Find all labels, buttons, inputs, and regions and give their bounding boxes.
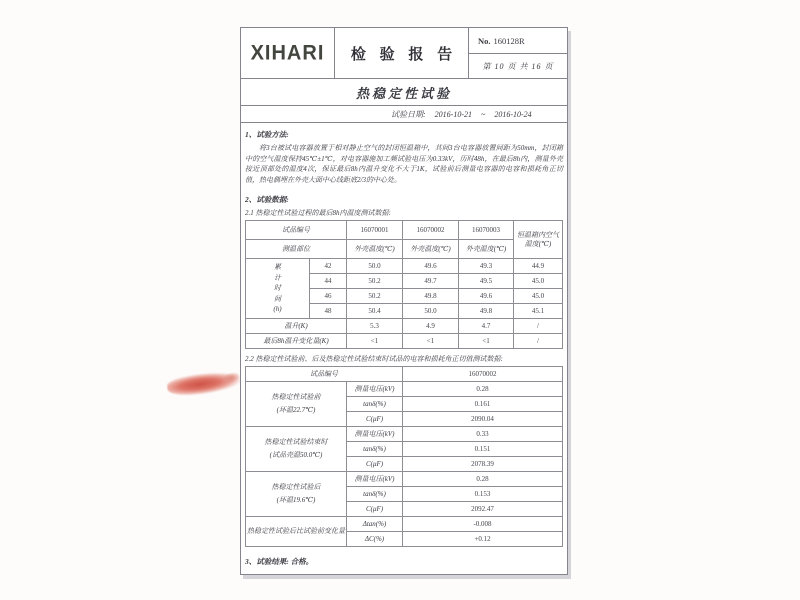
t1-sample-label: 试品编号 xyxy=(246,221,347,240)
t1-last-change: / xyxy=(514,334,563,349)
doc-title-row xyxy=(241,79,567,106)
table-2-2-caption: 2.2 热稳定性试验前、后及热稳定性试验结束时试品的电容和损耗角正切值测试数据: xyxy=(245,355,503,363)
t1-value: 50.0 xyxy=(403,304,459,319)
test-date-row xyxy=(241,106,567,123)
t1-rise: 4.7 xyxy=(459,319,514,334)
t1-value: 49.3 xyxy=(459,259,514,274)
t2-param: tanδ(%) xyxy=(347,487,403,502)
t1-time-label: 累计时间(h) xyxy=(246,259,310,319)
page-indicator-text: 第 10 页 共 16 页 xyxy=(482,61,554,71)
t2-param: Δtan(%) xyxy=(347,517,403,532)
t2-value: -0.008 xyxy=(403,517,563,532)
t1-sample-2: 16070002 xyxy=(403,221,459,240)
t2-value: 0.151 xyxy=(403,442,563,457)
t1-rise-label: 温升(K) xyxy=(246,319,347,334)
t1-part-label: 测温部位 xyxy=(246,240,347,259)
section-1-heading: 1、试验方法: xyxy=(245,130,289,139)
page-indicator xyxy=(469,54,567,78)
t2-value: 0.161 xyxy=(403,397,563,412)
t1-value: 49.6 xyxy=(459,289,514,304)
test-date-to: 2016-10-24 xyxy=(494,109,532,119)
temperature-table xyxy=(245,220,563,349)
t2-param: tanδ(%) xyxy=(347,442,403,457)
table-row xyxy=(246,472,563,487)
doc-title: 热稳定性试验 xyxy=(355,85,452,101)
t2-value: 0.153 xyxy=(403,487,563,502)
t1-rise: / xyxy=(514,319,563,334)
t2-group-label-end: 热稳定性试验结束时 (试品壳温50.0℃) xyxy=(246,427,347,472)
report-number-cell xyxy=(469,28,567,78)
t1-value: 49.6 xyxy=(403,259,459,274)
t2-value: 2092.47 xyxy=(403,502,563,517)
t2-param: C(μF) xyxy=(347,502,403,517)
t1-rise: 5.3 xyxy=(347,319,403,334)
t1-value: 45.0 xyxy=(514,274,563,289)
t1-value: 45.1 xyxy=(514,304,563,319)
t1-last-change: <1 xyxy=(459,334,514,349)
table-row xyxy=(246,221,563,240)
section-3-result: 3、试验结果: 合格。 xyxy=(245,557,314,566)
t2-group-label-delta: 热稳定性试验后比试验前变化量 xyxy=(246,517,347,547)
table-row xyxy=(246,319,563,334)
t1-value: 50.4 xyxy=(347,304,403,319)
t1-ambient-label: 恒温箱内空气温度(℃) xyxy=(514,221,563,259)
section-2-heading: 2、试验数据: xyxy=(245,195,289,204)
logo-cell xyxy=(241,28,335,78)
t1-value: 50.0 xyxy=(347,259,403,274)
t1-last-change-label: 最后8h温升变化量(K) xyxy=(246,334,347,349)
table-row xyxy=(246,259,563,274)
report-no-value: 160128R xyxy=(493,35,525,46)
report-header xyxy=(241,28,567,79)
t2-group-label-after: 热稳定性试验后 (环温19.6℃) xyxy=(246,472,347,517)
t1-hour: 44 xyxy=(310,274,347,289)
t1-value: 49.7 xyxy=(403,274,459,289)
report-title: 检 验 报 告 xyxy=(350,46,458,63)
t2-value: 2078.39 xyxy=(403,457,563,472)
table-row xyxy=(246,334,563,349)
t1-shell-temp-label: 外壳温度(℃) xyxy=(459,240,514,259)
table-row xyxy=(246,367,563,382)
t2-group-label-before: 热稳定性试验前 (环温22.7℃) xyxy=(246,382,347,427)
t1-hour: 48 xyxy=(310,304,347,319)
report-body xyxy=(241,129,567,567)
report-document xyxy=(240,27,568,575)
capacitance-table xyxy=(245,366,563,547)
t2-sample-no: 16070002 xyxy=(403,367,563,382)
t1-hour: 46 xyxy=(310,289,347,304)
t1-value: 50.2 xyxy=(347,289,403,304)
t2-value: 0.28 xyxy=(403,382,563,397)
t2-param: ΔC(%) xyxy=(347,532,403,547)
t2-param: tanδ(%) xyxy=(347,397,403,412)
t2-param: C(μF) xyxy=(347,457,403,472)
report-title-cell xyxy=(335,28,469,78)
t1-last-change: <1 xyxy=(347,334,403,349)
t2-param: 测量电压(kV) xyxy=(347,472,403,487)
report-no-label: No. xyxy=(478,35,491,46)
table-row xyxy=(246,382,563,397)
t1-value: 49.8 xyxy=(403,289,459,304)
table-row xyxy=(246,427,563,442)
t1-sample-3: 16070003 xyxy=(459,221,514,240)
t1-value: 44.9 xyxy=(514,259,563,274)
t1-value: 49.5 xyxy=(459,274,514,289)
t2-param: 测量电压(kV) xyxy=(347,382,403,397)
test-date-label: 试验日期: xyxy=(391,109,426,119)
t1-shell-temp-label: 外壳温度(℃) xyxy=(403,240,459,259)
t2-value: +0.12 xyxy=(403,532,563,547)
test-method-paragraph: 将3台被试电容器放置于相对静止空气的封闭恒温箱中，其间3台电容器放置间距为50mm，封闭箱中的空气温度保持45℃±1℃，对电容器施加工频试验电压为0.33kV，历时48h，在最后8h内，测量外壳接近顶部处的温度4次，保证最后8h内温升变化不大于1K，试验前后测量电容器的电容和损耗角正切值，热电偶埋在外壳大面中心线距底2/3的中心处。 xyxy=(245,144,563,184)
t1-value: 50.2 xyxy=(347,274,403,289)
t1-shell-temp-label: 外壳温度(℃) xyxy=(347,240,403,259)
t1-value: 49.8 xyxy=(459,304,514,319)
t1-last-change: <1 xyxy=(403,334,459,349)
t2-value: 2090.04 xyxy=(403,412,563,427)
xihari-logo: XIHARI xyxy=(250,40,325,65)
t1-sample-1: 16070001 xyxy=(347,221,403,240)
test-date-from: 2016-10-21 xyxy=(434,109,472,119)
t1-value: 45.0 xyxy=(514,289,563,304)
t2-param: C(μF) xyxy=(347,412,403,427)
t2-sample-label: 试品编号 xyxy=(246,367,403,382)
t2-value: 0.33 xyxy=(403,427,563,442)
t1-hour: 42 xyxy=(310,259,347,274)
t1-rise: 4.9 xyxy=(403,319,459,334)
t2-value: 0.28 xyxy=(403,472,563,487)
table-2-1-caption: 2.1 热稳定性试验过程的最后8h内温度测试数据: xyxy=(245,209,391,217)
report-number-row xyxy=(469,28,567,54)
table-row xyxy=(246,517,563,532)
t2-param: 测量电压(kV) xyxy=(347,427,403,442)
test-date-separator: ~ xyxy=(481,109,486,119)
